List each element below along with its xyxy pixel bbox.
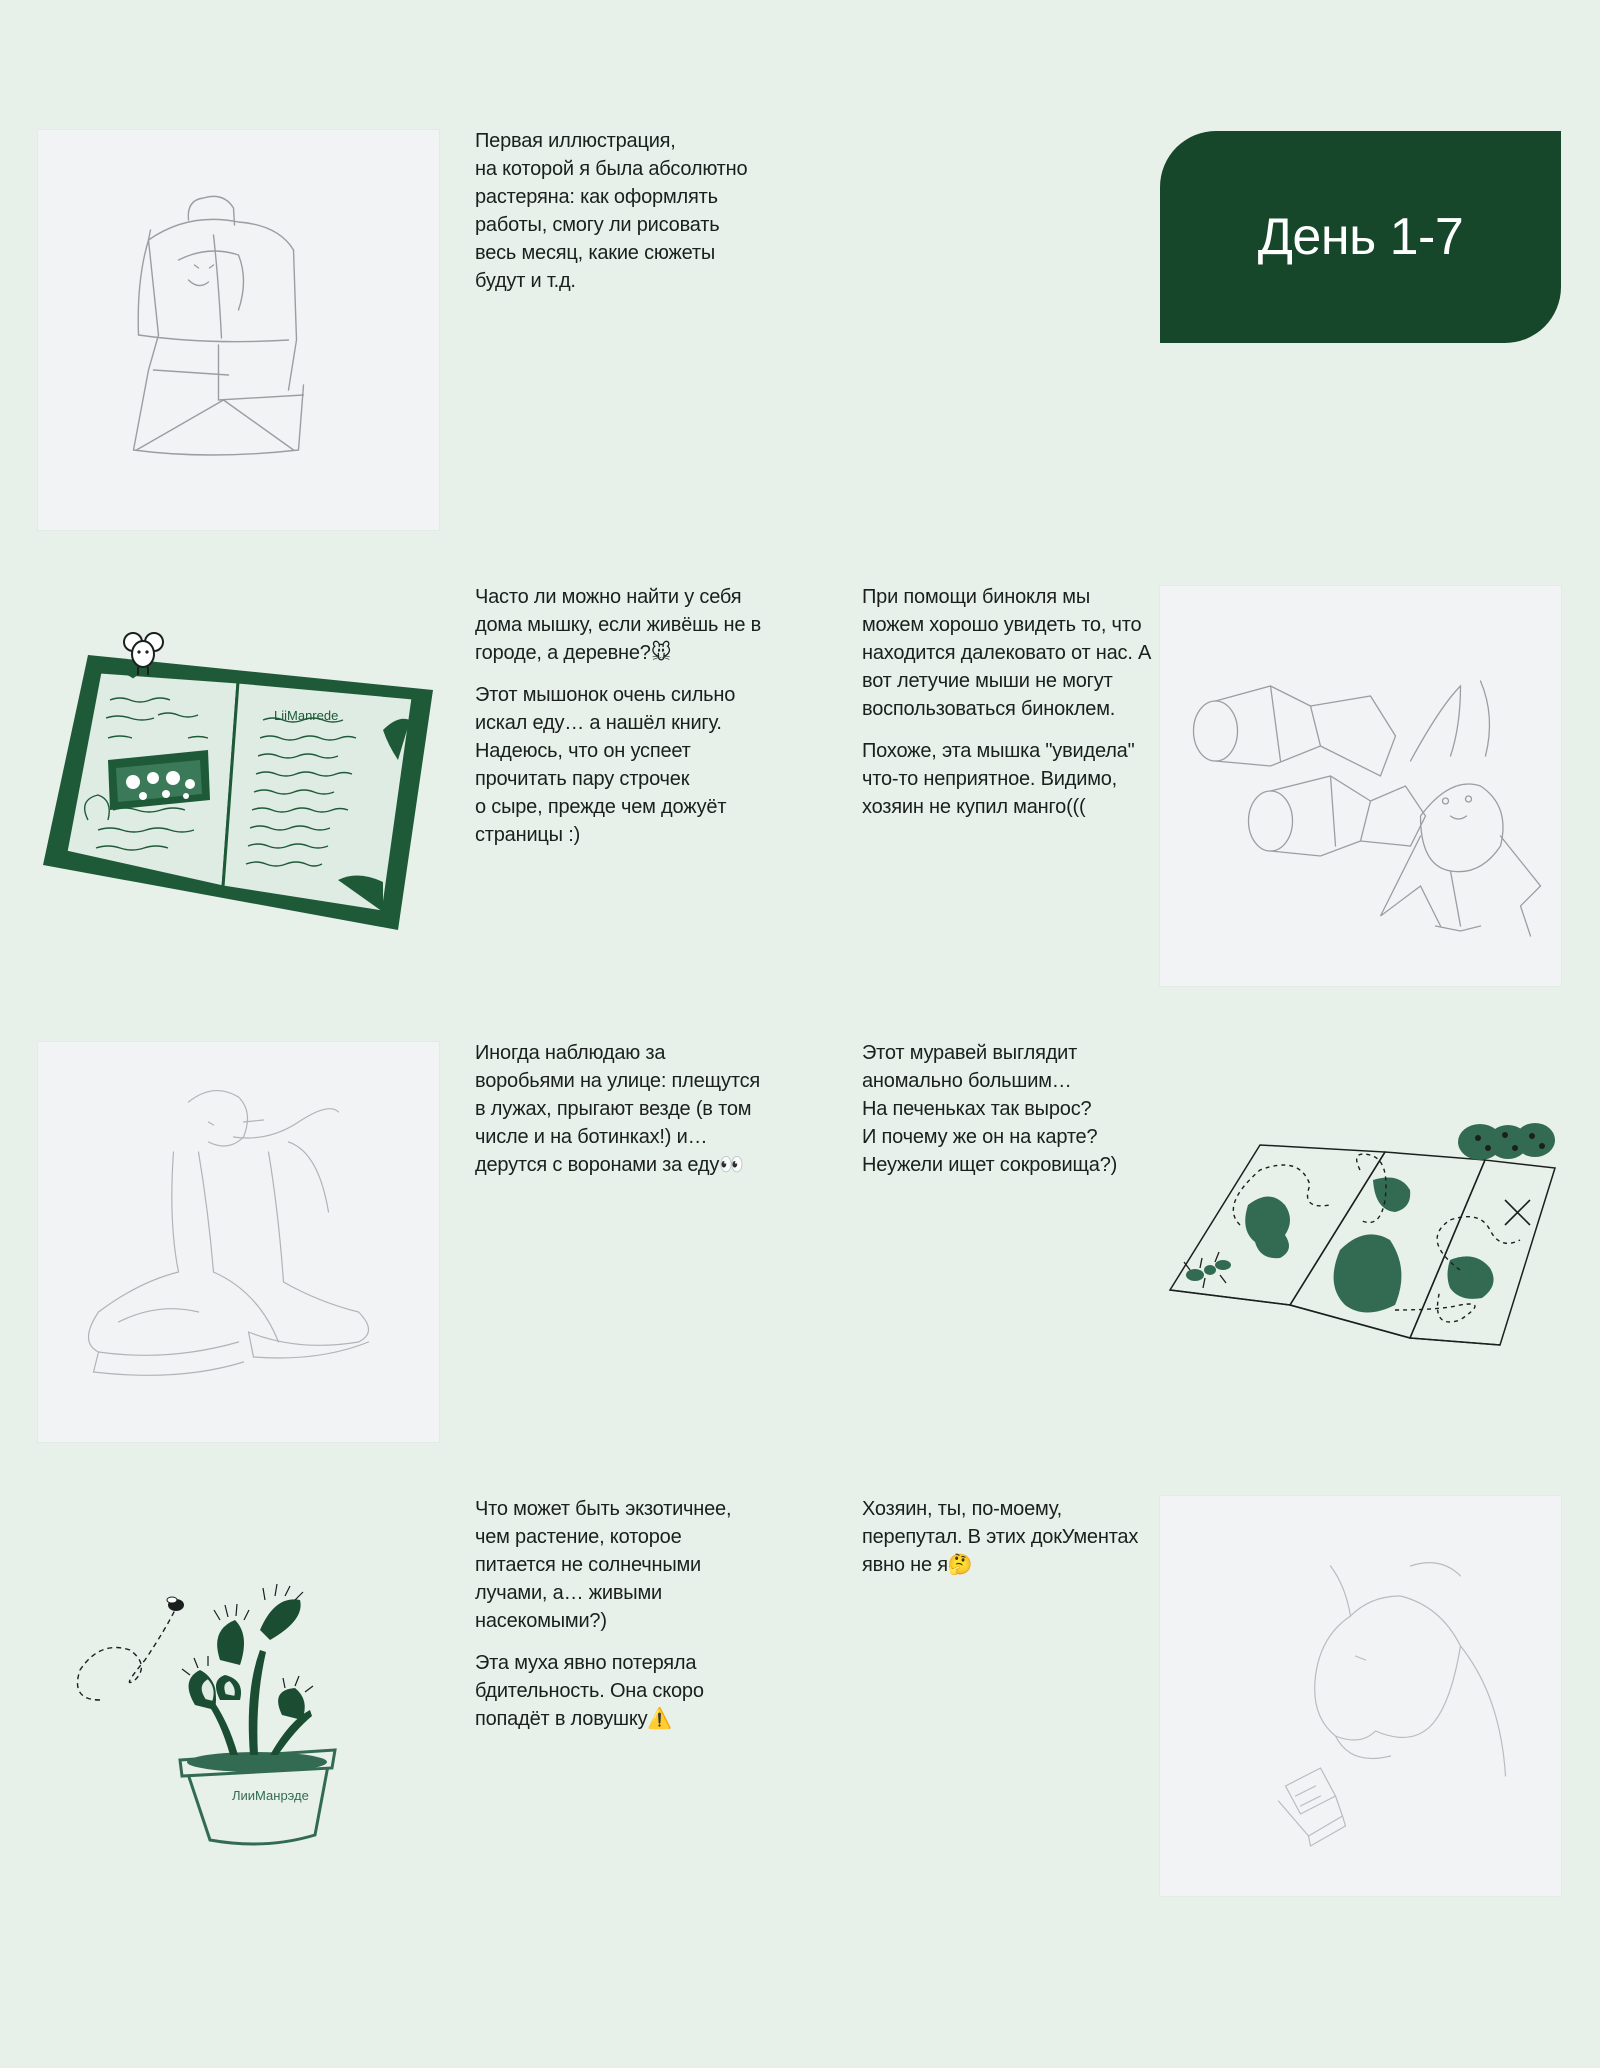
book-mouse-description bbox=[475, 583, 765, 863]
dog-documents-description bbox=[862, 1495, 1152, 1593]
backpack-paragraph-1: Первая иллюстрация, на которой я была абсолютно растеряна: как оформлять работы, смогу ли рисовать весь месяц, какие сюжеты будут и т.д. bbox=[475, 130, 748, 292]
ant-map-illustration bbox=[1160, 1110, 1570, 1360]
ant-map-paragraph-1: Этот муравей выглядит аномально большим… На печеньках так вырос? И почему же он на карте? Неужели ищет сокровища?) bbox=[862, 1042, 1118, 1176]
book-mouse-paragraph-2: Этот мышонок очень сильно искал еду… а нашёл книгу. Надеюсь, что он успеет прочитать пару строчек о сыре, прежде чем дожуёт страницы :) bbox=[475, 684, 736, 846]
flytrap-description bbox=[475, 1495, 765, 1747]
flytrap-paragraph-2: Эта муха явно потеряла бдительность. Она скоро попадёт в ловушку⚠️ bbox=[475, 1652, 704, 1730]
ant-map-description bbox=[862, 1039, 1152, 1193]
book-signature: LiiManrede bbox=[274, 708, 339, 723]
sparrow-boots-paragraph-1: Иногда наблюдаю за воробьями на улице: плещутся в лужах, прыгают везде (в том числе и на ботинках!) и… дерутся с воронами за еду👀 bbox=[475, 1042, 761, 1176]
binocular-bat-paragraph-2: Похоже, эта мышка "увидела" что-то неприятное. Видимо, хозяин не купил манго((( bbox=[862, 740, 1135, 818]
backpack-sketch-image bbox=[38, 130, 439, 530]
binocular-bat-description bbox=[862, 583, 1152, 835]
binocular-bat-paragraph-1: При помощи бинокля мы можем хорошо увидеть то, что находится далековато от нас. А вот летучие мыши не могут воспользоваться биноклем. bbox=[862, 586, 1152, 720]
book-mouse-illustration bbox=[38, 620, 448, 940]
sparrow-boots-sketch-image bbox=[38, 1042, 439, 1442]
binocular-bat-sketch-image bbox=[1160, 586, 1561, 986]
day-badge-title: День 1-7 bbox=[1257, 208, 1464, 266]
flytrap-paragraph-1: Что может быть экзотичнее, чем растение, которое питается не солнечными лучами, а… живыми насекомыми?) bbox=[475, 1498, 732, 1632]
sparrow-boots-description bbox=[475, 1039, 765, 1193]
day-badge bbox=[1160, 131, 1561, 343]
book-mouse-paragraph-1: Часто ли можно найти у себя дома мышку, если живёшь не в городе, а деревне?🐭 bbox=[475, 586, 762, 664]
dog-documents-paragraph-1: Хозяин, ты, по-моему, перепутал. В этих докУментах явно не я🤔 bbox=[862, 1498, 1139, 1576]
pot-signature: ЛииМанрэде bbox=[232, 1788, 309, 1803]
flytrap-illustration bbox=[60, 1540, 360, 1860]
dog-documents-sketch-image bbox=[1160, 1496, 1561, 1896]
backpack-description bbox=[475, 127, 765, 309]
